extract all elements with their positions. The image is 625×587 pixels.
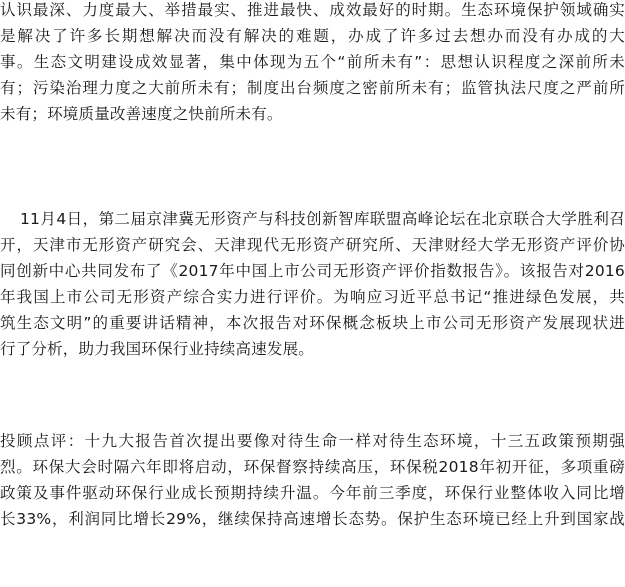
text-line: 未有；环境质量改善速度之快前所未有。 [0, 105, 283, 123]
text-line: 事。生态文明建设成效显著，集中体现为五个“前所未有”：思想认识程度之深前所未 [0, 53, 625, 71]
text-line: 政策及事件驱动环保行业成长预期持续升温。今年前三季度，环保行业整体收入同比增 [0, 484, 625, 502]
text-line: 开，天津市无形资产研究会、天津现代无形资产研究所、天津财经大学无形资产评价协 [0, 236, 625, 254]
text-line: 行了分析，助力我国环保行业持续高速发展。 [0, 340, 315, 358]
text-line: 有；污染治理力度之大前所未有；制度出台频度之密前所未有；监管执法尺度之严前所 [0, 79, 625, 97]
text-line: 筑生态文明”的重要讲话精神，本次报告对环保概念板块上市公司无形资产发展现状进 [0, 314, 625, 332]
text-line: 同创新中心共同发布了《2017年中国上市公司无形资产评价指数报告》。该报告对2016 [0, 262, 625, 280]
paragraph-advisor-comment [0, 428, 625, 532]
text-line: 烈。环保大会时隔六年即将启动，环保督察持续高压，环保税2018年初开征，多项重磅 [0, 458, 625, 476]
text-line: 年我国上市公司无形资产综合实力进行评价。为响应习近平总书记“推进绿色发展，共 [0, 288, 625, 306]
text-line: 投顾点评：十九大报告首次提出要像对待生命一样对待生态环境，十三五政策预期强 [0, 432, 625, 450]
text-line: 11月4日，第二届京津冀无形资产与科技创新智库联盟高峰论坛在北京联合大学胜利召 [20, 210, 625, 228]
text-line: 认识最深、力度最大、举措最实、推进最快、成效最好的时期。生态环境保护领域确实 [0, 1, 625, 19]
text-line: 长33%，利润同比增长29%，继续保持高速增长态势。保护生态环境已经上升到国家战 [0, 510, 625, 528]
paragraph-ecology-period [0, 0, 625, 127]
paragraph-forum-report [0, 206, 625, 362]
text-line: 是解决了许多长期想解决而没有解决的难题，办成了许多过去想办而没有办成的大 [0, 27, 625, 45]
